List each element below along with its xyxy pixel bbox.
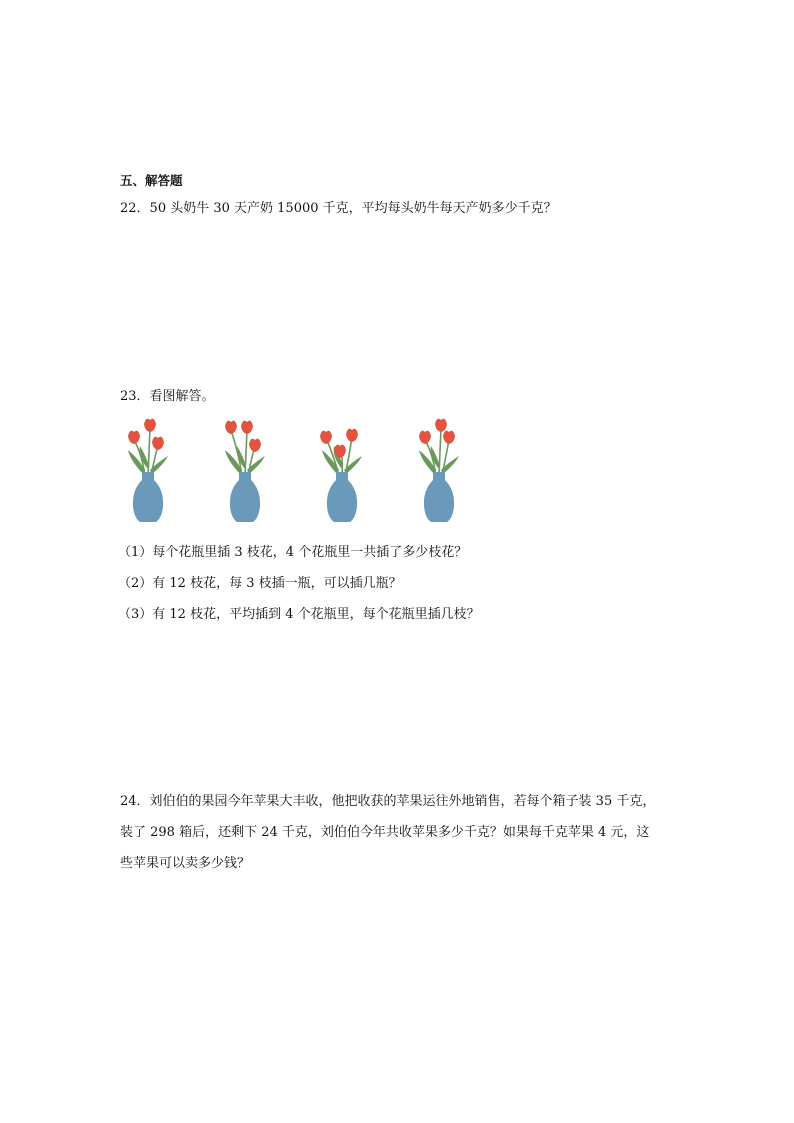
section-title: 五、解答题 — [120, 173, 183, 188]
vase-with-flowers-icon — [312, 416, 372, 524]
question-23-part-2: （2）有 12 枝花，每 3 枝插一瓶，可以插几瓶？ — [118, 576, 402, 591]
flower-vase-figure — [118, 416, 498, 524]
question-24-line-3: 些苹果可以卖多少钱？ — [120, 856, 251, 871]
question-23-title: 23．看图解答。 — [120, 389, 215, 404]
vase-with-flowers-icon — [409, 416, 469, 524]
vase-with-flowers-icon — [215, 416, 275, 524]
vase-with-flowers-icon — [118, 416, 178, 524]
question-23-part-3: （3）有 12 枝花，平均插到 4 个花瓶里，每个花瓶里插几枝？ — [118, 607, 480, 622]
question-22: 22．50 头奶牛 30 天产奶 15000 千克，平均每头奶牛每天产奶多少千克？ — [120, 201, 557, 216]
question-23-part-1: （1）每个花瓶里插 3 枝花，4 个花瓶里一共插了多少枝花？ — [118, 545, 468, 560]
question-24-line-1: 24．刘伯伯的果园今年苹果大丰收，他把收获的苹果运往外地销售，若每个箱子装 35 千克， — [120, 794, 656, 809]
question-24-line-2: 装了 298 箱后，还剩下 24 千克，刘伯伯今年共收苹果多少千克？如果每千克苹果 4 元，这 — [120, 825, 650, 840]
